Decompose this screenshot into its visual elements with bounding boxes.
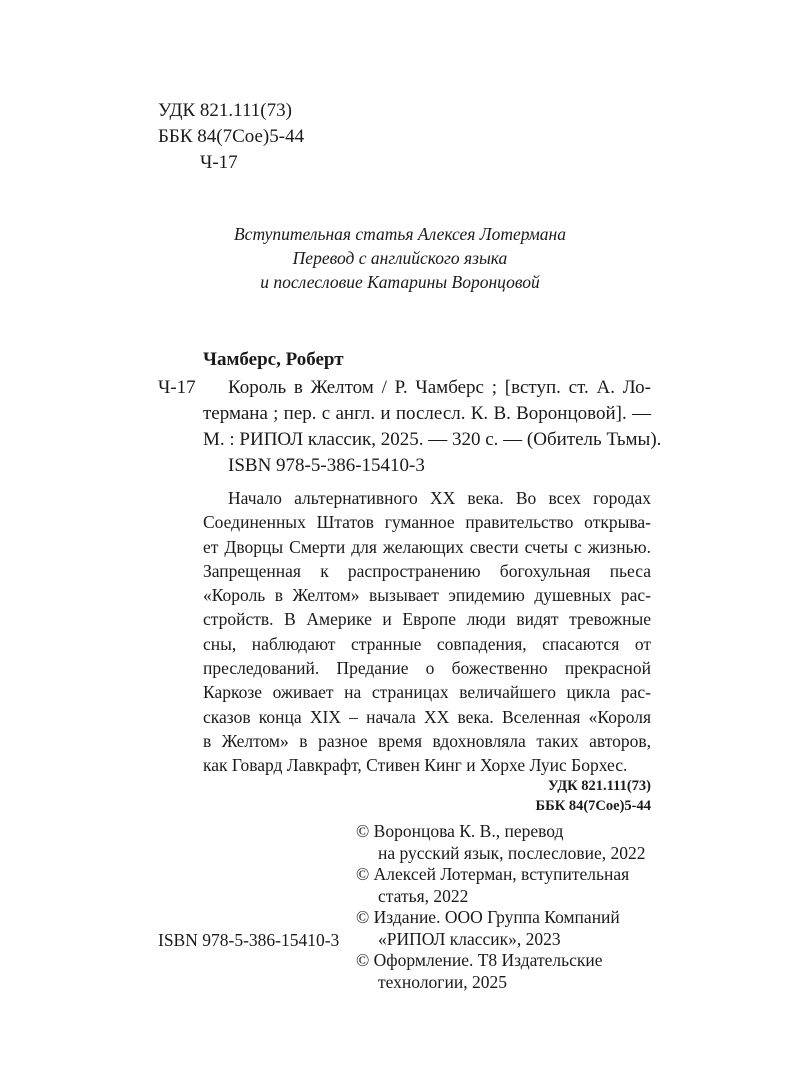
credits-block: [200, 222, 600, 294]
record-description-line: М. : РИПОЛ классик, 2025. — 320 с. — (Обитель Тьмы).: [203, 429, 662, 450]
record-author-mark: Ч-17: [158, 377, 196, 398]
abstract-line: ет Дворцы Смерти для желающих свести счеты с жизнью.: [203, 536, 651, 557]
bbk-code-bold: ББК 84(7Сое)5-44: [535, 798, 651, 814]
abstract-line: преследований. Предание о божественно прекрасной: [203, 658, 651, 679]
credit-line: Вступительная статья Алексея Лотермана: [233, 224, 566, 244]
author-heading: Чамберс, Роберт: [203, 349, 344, 370]
copyright-line: © Воронцова К. В., перевод: [356, 821, 564, 841]
credit-line: и послесловие Катарины Воронцовой: [260, 272, 540, 292]
copyright-line: на русский язык, послесловие, 2022: [378, 842, 646, 863]
udk-code: УДК 821.111(73): [158, 100, 292, 121]
abstract-line: Соединенных Штатов гуманное правительство открыва-: [203, 512, 651, 533]
copyright-line: © Алексей Лотерман, вступительная: [356, 864, 630, 884]
abstract-line: как Говард Лавкрафт, Стивен Кинг и Хорхе Луис Борхес.: [203, 755, 628, 776]
abstract: [203, 486, 651, 778]
record-isbn: ISBN 978-5-386-15410-3: [228, 455, 425, 476]
abstract-line: Каркозе оживает на страницах величайшего цикла рас-: [203, 682, 651, 703]
copyright-line: статья, 2022: [378, 885, 469, 906]
abstract-line: стройств. В Америке и Европе люди видят тревожные: [203, 609, 651, 630]
abstract-line: сны, наблюдают странные совпадения, спасаются от: [203, 633, 651, 654]
abstract-line: сказов конца XIX – начала XX века. Вселенная «Короля: [203, 706, 651, 727]
copyright-line: © Оформление. Т8 Издательские: [356, 950, 603, 970]
bbk-code: ББК 84(7Сое)5-44: [158, 126, 305, 147]
isbn-bottom: ISBN 978-5-386-15410-3: [158, 930, 340, 950]
copyright-line: технологии, 2025: [378, 971, 507, 992]
copyright-line: «РИПОЛ классик», 2023: [378, 928, 561, 949]
udk-code-bold: УДК 821.111(73): [548, 778, 651, 794]
record-description-line: Король в Желтом / Р. Чамберс ; [вступ. ст. А. Ло-: [228, 377, 651, 398]
record-description-line: термана ; пер. с англ. и послесл. К. В. Воронцовой]. —: [203, 403, 651, 424]
copyright-line: © Издание. ООО Группа Компаний: [356, 907, 620, 927]
credit-line: Перевод с английского языка: [292, 248, 508, 268]
abstract-line: «Король в Желтом» вызывает эпидемию душевных рас-: [203, 585, 651, 606]
author-mark: Ч-17: [200, 152, 238, 173]
copyright-block: [356, 821, 646, 993]
abstract-line: Начало альтернативного XX века. Во всех городах: [228, 488, 651, 508]
abstract-line: Запрещенная к распространению богохульная пьеса: [203, 560, 651, 581]
abstract-line: в Желтом» в разное время вдохновляла таких авторов,: [203, 730, 651, 751]
